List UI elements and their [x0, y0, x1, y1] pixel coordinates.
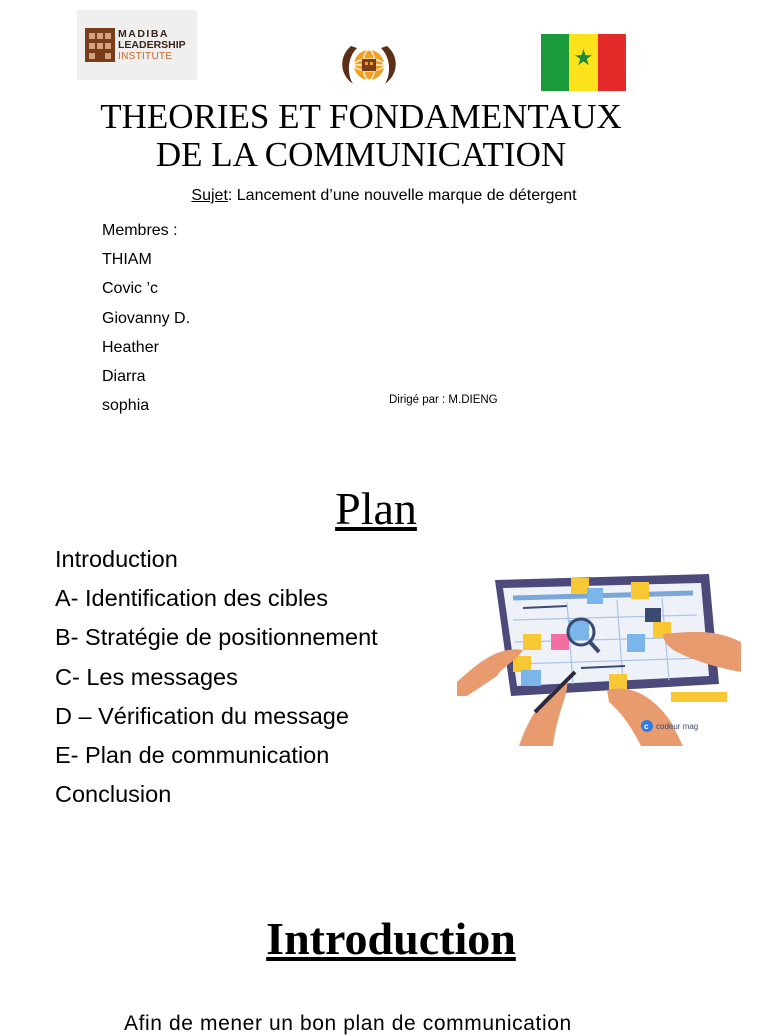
building-icon [85, 28, 115, 62]
subject-line [0, 187, 768, 205]
member-name: sophia [102, 397, 150, 415]
subject-text: : Lancement d’une nouvelle marque de détergent [227, 187, 577, 204]
plan-item: Conclusion [55, 781, 172, 808]
introduction-heading: Introduction [266, 913, 516, 964]
title-line-2: DE LA COMMUNICATION [155, 135, 567, 174]
member-name: Covic ’c [102, 280, 159, 298]
member-name: THIAM [102, 251, 152, 269]
senegal-flag-icon: ★ [541, 34, 626, 91]
directed-by: Dirigé par : M.DIENG [389, 394, 498, 406]
watermark-text: codeur mag [656, 722, 699, 731]
members-heading: Membres : [102, 222, 178, 239]
introduction-first-line: Afin de mener un bon plan de communication [124, 1012, 572, 1035]
member-name: Diarra [102, 368, 146, 386]
document-title [0, 98, 722, 174]
plan-item: E- Plan de communication [55, 742, 330, 769]
logo-line-1: MADIBA [118, 28, 169, 40]
plan-item: Introduction [55, 546, 178, 572]
madiba-leadership-logo [77, 10, 197, 80]
member-name: Heather [102, 338, 159, 356]
plan-heading: Plan [335, 483, 417, 534]
member-name: Giovanny D. [102, 309, 191, 327]
planning-board-illustration [457, 572, 741, 746]
members-list [102, 216, 190, 420]
logo-line-3: INSTITUTE [118, 51, 173, 62]
plan-item: B- Stratégie de positionnement [55, 624, 378, 651]
subject-label: Sujet [191, 187, 228, 204]
logo-line-2: LEADERSHIP [118, 39, 186, 51]
plan-item: A- Identification des cibles [55, 585, 329, 612]
plan-item: D – Vérification du message [55, 702, 349, 729]
plan-list [55, 540, 378, 814]
title-line-1: THEORIES ET FONDAMENTAUX [100, 97, 622, 136]
globe-emblem-icon [337, 36, 401, 92]
svg-text:c: c [644, 722, 649, 731]
plan-item: C- Les messages [55, 663, 238, 690]
